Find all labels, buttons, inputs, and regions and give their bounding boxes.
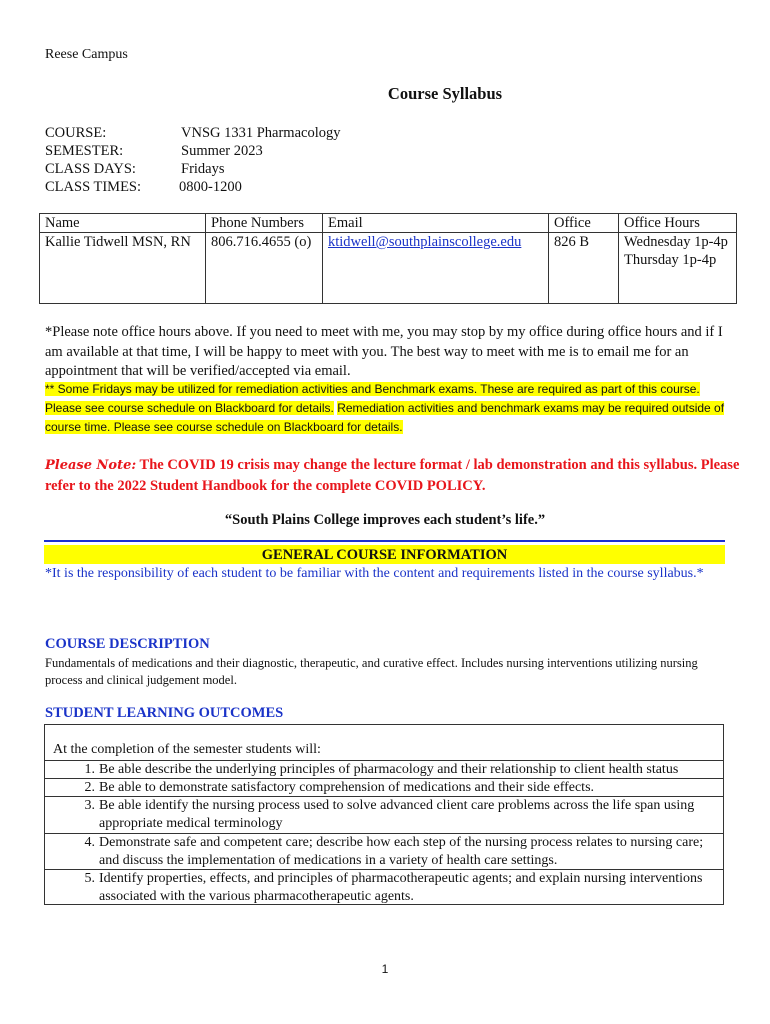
outcome-number: 5. xyxy=(84,871,95,886)
email-cell xyxy=(323,233,549,304)
general-info-heading: GENERAL COURSE INFORMATION xyxy=(44,545,725,564)
semester-label: SEMESTER: xyxy=(45,143,124,159)
campus-label: Reese Campus xyxy=(45,47,128,62)
course-info xyxy=(45,124,341,196)
contact-table xyxy=(39,213,737,304)
header-office: Office xyxy=(549,214,619,233)
course-info-row xyxy=(45,142,341,160)
header-office-hours: Office Hours xyxy=(619,214,737,233)
course-info-row xyxy=(45,178,341,196)
header-email: Email xyxy=(323,214,549,233)
header-name: Name xyxy=(40,214,206,233)
outcome-number: 4. xyxy=(84,835,95,850)
outcome-number: 1. xyxy=(84,762,95,777)
outcome-number: 2. xyxy=(84,780,95,795)
class-times-value: 0800-1200 xyxy=(179,179,242,195)
course-info-row xyxy=(45,160,341,178)
instructor-name: Kallie Tidwell MSN, RN xyxy=(40,233,206,304)
office-hours-note: *Please note office hours above. If you need to meet with me, you may stop by my office during office hours and if I am available at that time, I will be happy to meet with you. The best way to meet with me is to email me for an appointment that will be verified/accepted via email. xyxy=(45,324,723,379)
covid-text: The COVID 19 crisis may change the lecture format / lab demonstration and this syllabus. Please refer to the 2022 Student Handbook for the complete COVID POLICY. xyxy=(45,457,740,494)
course-info-row xyxy=(45,124,341,142)
outcome-text: Be able describe the underlying principles of pharmacology and their relationship to client health status xyxy=(99,762,679,777)
page-title: Course Syllabus xyxy=(387,84,503,103)
contact-header-row xyxy=(40,214,737,233)
instructor-phone: 806.716.4655 (o) xyxy=(206,233,323,304)
office-hours-cell xyxy=(619,233,737,304)
learning-outcomes-heading: STUDENT LEARNING OUTCOMES xyxy=(45,705,284,721)
instructor-email-link[interactable]: ktidwell@southplainscollege.edu xyxy=(328,234,522,250)
page-number: 1 xyxy=(381,962,389,976)
outcome-text: Be able identify the nursing process used to solve advanced client care problems across the life span using appropriate medical terminology xyxy=(99,798,695,831)
remediation-note-part-1: ** Some Fridays may be utilized for remediation activities and Benchmark exams. These are required as part of this course. Please see course schedule on Blackboard for details. xyxy=(45,382,700,415)
course-description-heading: COURSE DESCRIPTION xyxy=(45,636,210,652)
outcome-text: Demonstrate safe and competent care; describe how each step of the nursing process relates to nursing care; and discuss the implementation of medications in a variety of health care settings. xyxy=(99,835,704,868)
please-note-label: Please Note: xyxy=(45,458,137,473)
class-days-label: CLASS DAYS: xyxy=(45,161,136,177)
class-days-value: Fridays xyxy=(181,161,225,177)
office-hours-wednesday: Wednesday 1p-4p xyxy=(624,234,728,250)
learning-outcomes-box xyxy=(44,724,724,905)
section-divider xyxy=(44,540,725,542)
remediation-note-part-2: Remediation activities and benchmark exams may be required outside of course time. Please see course schedule on Blackboard for details. xyxy=(45,401,725,434)
course-label: COURSE: xyxy=(45,125,107,141)
outcome-text: Be able to demonstrate satisfactory comprehension of medications and their side effects. xyxy=(99,780,595,795)
header-phone: Phone Numbers xyxy=(206,214,323,233)
instructor-office: 826 B xyxy=(549,233,619,304)
contact-data-row xyxy=(40,233,737,304)
semester-value: Summer 2023 xyxy=(181,143,263,159)
remediation-note xyxy=(45,380,735,437)
course-description-text: Fundamentals of medications and their diagnostic, therapeutic, and curative effect. Includes nursing interventions utilizing nursing process and clinical judgement model. xyxy=(45,656,698,687)
responsibility-note: *It is the responsibility of each student to be familiar with the content and requirements listed in the course syllabus.* xyxy=(45,566,704,581)
class-times-label: CLASS TIMES: xyxy=(45,179,142,195)
outcome-number: 3. xyxy=(84,798,95,813)
outcomes-intro: At the completion of the semester students will: xyxy=(53,742,321,757)
covid-notice xyxy=(45,455,745,496)
outcome-text: Identify properties, effects, and principles of pharmacotherapeutic agents; and explain nursing interventions associated with the various pharmacotherapeutic agents. xyxy=(99,871,703,904)
course-value: VNSG 1331 Pharmacology xyxy=(181,125,341,141)
office-hours-thursday: Thursday 1p-4p xyxy=(624,252,717,268)
college-motto: “South Plains College improves each student’s life.” xyxy=(224,512,546,528)
